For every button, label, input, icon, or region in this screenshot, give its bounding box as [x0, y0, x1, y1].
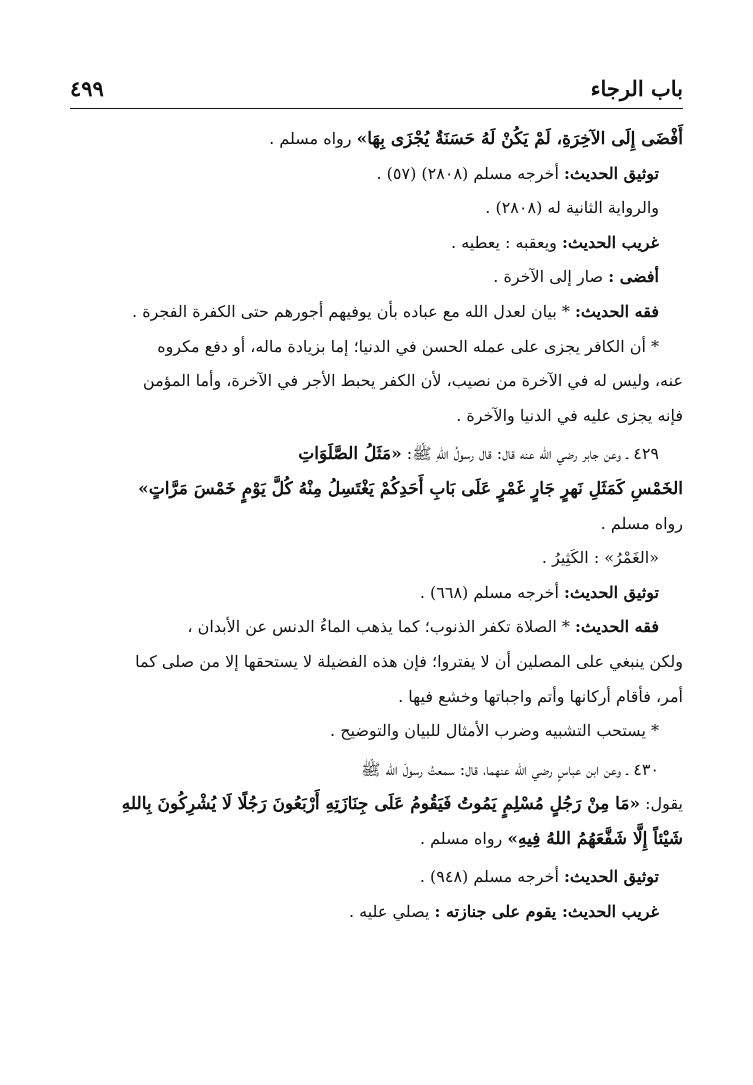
line-text: أخرجه مسلم (٩٤٨) .: [419, 867, 564, 887]
text-line: [70, 226, 683, 261]
text-line: [70, 787, 683, 822]
section-label: توثيق الحديث:: [563, 867, 659, 887]
section-label: توثيق الحديث:: [563, 163, 659, 183]
text-line: [70, 541, 683, 576]
line-text: والرواية الثانية له (٢٨٠٨) .: [485, 198, 659, 218]
narration-note: رواه مسلم .: [269, 129, 357, 148]
line-text: صار إلى الآخرة .: [493, 267, 609, 287]
section-label: غريب الحديث:: [561, 232, 659, 252]
text-line: [70, 260, 683, 295]
hadith-text: أَفْضَى إِلَى الآخِرَةِ، لَمْ يَكُنْ لَهُ حَسَنَةٌ يُجْزَى بِهَا»: [356, 129, 683, 149]
text-line: [70, 507, 683, 542]
line-text: * يستحب التشبيه وضرب الأمثال للبيان والتوضيح .: [330, 721, 659, 741]
section-label: فقه الحديث:: [574, 617, 659, 637]
page-number: ٤٩٩: [70, 76, 104, 101]
line-text: رواه مسلم .: [600, 513, 683, 533]
text-line: [70, 753, 683, 788]
text-line: [70, 157, 683, 192]
page-body: [70, 122, 683, 930]
text-line: [70, 576, 683, 611]
line-text: «الغَمْرُ» : الكَثِيرُ .: [541, 548, 659, 568]
section-label: غريب الحديث:: [561, 902, 659, 922]
text-line: [70, 122, 683, 157]
text-line: [70, 645, 683, 680]
chapter-title: باب الرجاء: [590, 76, 683, 101]
text-line: [70, 895, 683, 930]
text-line: [70, 472, 683, 507]
line-text: أمر، فأقام أركانها وأتم واجباتها وخشع فيها .: [398, 686, 683, 706]
hadith-text: «مَثَلُ الصَّلَوَاتِ: [298, 444, 402, 465]
line-text: يصلي عليه .: [348, 902, 435, 922]
line-text: أخرجه مسلم (٢٨٠٨) (٥٧) .: [376, 163, 564, 183]
line-text: * بيان لعدل الله مع عباده بأن يوفيهم أجورهم حتى الكفرة الفجرة .: [132, 301, 575, 321]
line-text: أخرجه مسلم (٦٦٨) .: [419, 582, 564, 602]
text-line: [70, 330, 683, 365]
text-line: [70, 399, 683, 434]
line-text: عنه، وليس له في الآخرة من نصيب، لأن الكفر يحبط الأجر في الآخرة، وأما المؤمن: [142, 371, 683, 391]
line-text: * أن الكافر يجزى على عمله الحسن في الدنيا؛ إما بزيادة ماله، أو دفع مكروه: [157, 336, 659, 356]
line-text: يقول:: [640, 794, 683, 814]
text-line: [70, 437, 683, 472]
text-line: [70, 610, 683, 645]
line-text: * الصلاة تكفر الذنوب؛ كما يذهب الماءُ الدنس عن الأبدان ،: [187, 617, 575, 637]
hadith-text: «مَا مِنْ رَجُلٍ مُسْلِمٍ يَمُوتُ فَيَقُومُ عَلَى جِنَازَتِهِ أَرْبَعُونَ رَجُلًا لَا يُشْرِكُونَ بِاللهِ: [121, 794, 641, 815]
section-label: توثيق الحديث:: [563, 582, 659, 602]
hadith-text: الخَمْسِ كَمَثَلِ نَهرٍ جَارٍ غَمْرٍ عَلَى بَابِ أَحَدِكُمْ يَغْتَسِلُ مِنْهُ كُلَّ يَوْمٍ خَمْسَ مَرَّاتٍ»: [138, 478, 683, 499]
term-label: يقوم على جنازته :: [434, 902, 562, 922]
section-label: فقه الحديث:: [574, 301, 659, 321]
text-line: [70, 680, 683, 715]
narration-note: رواه مسلم .: [419, 828, 508, 848]
line-text: ٤٣٠ ـ وعن ابن عباسٍ رضي الله عنهما، قال: سمعتُ رسولَ الله ﷺ: [361, 759, 659, 779]
text-line: [70, 295, 683, 330]
text-line: [70, 822, 683, 857]
text-line: [70, 860, 683, 895]
term-label: أفضى :: [608, 267, 659, 287]
page-header: [70, 72, 683, 109]
line-text: فإنه يجزى عليه في الدنيا والآخرة .: [456, 405, 683, 425]
hadith-text: شَيْئاً إِلَّا شَفَّعَهُمُ اللهُ فِيهِ»: [507, 828, 683, 849]
text-line: [70, 714, 683, 749]
line-text: ولكن ينبغي على المصلين أن لا يفتروا؛ فإن هذه الفضيلة لا يستحقها إلا من صلى كما: [135, 651, 683, 671]
text-line: [70, 364, 683, 399]
line-text: ويعقبه : يعطيه .: [451, 232, 562, 252]
line-text: ٤٢٩ ـ وعن جابر رضي الله عنه قال: قال رسولُ اللهِ ﷺ:: [401, 444, 659, 464]
text-line: [70, 191, 683, 226]
